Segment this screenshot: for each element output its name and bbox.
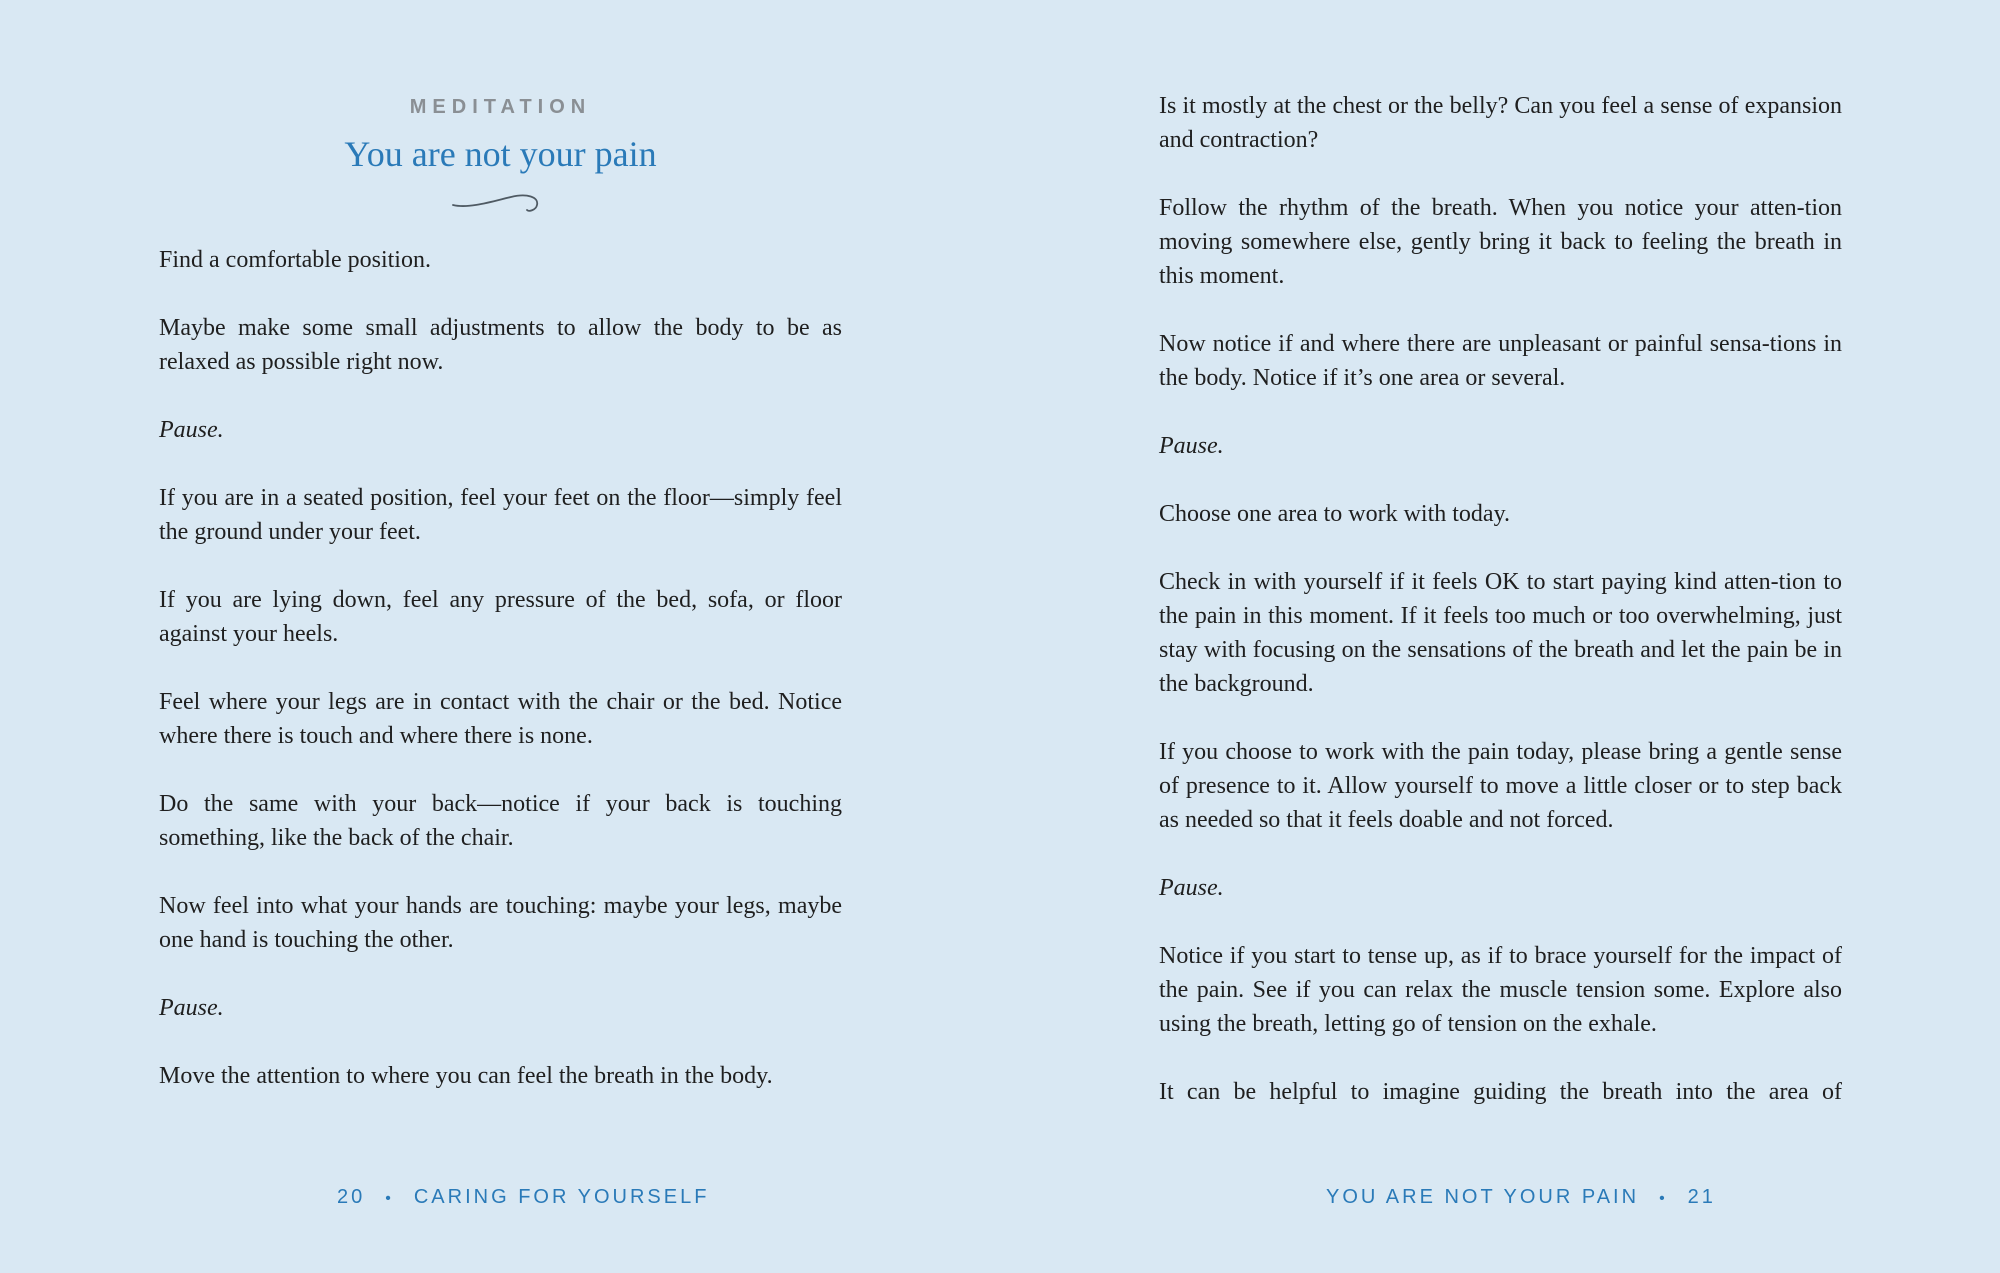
paragraph: If you are in a seated position, feel your feet on the floor—simply feel the ground under your feet. [159, 485, 842, 545]
footer-bullet: • [1659, 1190, 1668, 1207]
paragraph: Is it mostly at the chest or the belly? Can you feel a sense of expansion and contraction? [1159, 93, 1842, 153]
left-page [159, 0, 842, 1273]
paragraph: Feel where your legs are in contact with the chair or the bed. Notice where there is touch and where there is none. [159, 689, 842, 749]
paragraph: If you are lying down, feel any pressure of the bed, sofa, or floor against your heels. [159, 587, 842, 647]
pause-paragraph: Pause. [1159, 433, 1224, 459]
paragraph: Notice if you start to tense up, as if to brace yourself for the impact of the pain. See if you can relax the muscle tension some. Explore also using the breath, letting go of tension on the exhale. [1159, 943, 1842, 1037]
paragraph: Now notice if and where there are unpleasant or painful sensa-tions in the body. Notice if it’s one area or several. [1159, 331, 1842, 391]
paragraph: Move the attention to where you can feel the breath in the body. [159, 1063, 773, 1089]
page-title: You are not your pain [344, 134, 657, 174]
page-number: 20 [337, 1186, 366, 1208]
pause-paragraph: Pause. [159, 995, 224, 1021]
page-number: 21 [1687, 1186, 1716, 1208]
paragraph: Choose one area to work with today. [1159, 501, 1511, 527]
right-running-footer [1326, 1186, 1716, 1209]
section-kicker: MEDITATION [409, 96, 592, 118]
right-body [1159, 89, 1842, 1143]
running-section-title: YOU ARE NOT YOUR PAIN [1326, 1186, 1640, 1208]
paragraph: Maybe make some small adjustments to allow the body to be as relaxed as possible right now. [159, 315, 842, 375]
pause-paragraph: Pause. [159, 417, 224, 443]
paragraph: Do the same with your back—notice if your back is touching something, like the back of the chair. [159, 791, 842, 851]
paragraph: Find a comfortable position. [159, 247, 431, 273]
running-section-title: CARING FOR YOURSELF [413, 1186, 710, 1208]
paragraph: If you choose to work with the pain today, please bring a gentle sense of presence to it. Allow yourself to move a little closer or to step back as needed so that it feels doable and not forced. [1159, 739, 1842, 833]
footer-bullet: • [385, 1190, 394, 1207]
decorative-swash-icon [449, 191, 549, 221]
continued-paragraph: It can be helpful to imagine guiding the breath into the area of [1159, 1079, 1842, 1105]
left-body [159, 243, 842, 1127]
right-page [1159, 0, 1842, 1273]
paragraph: Follow the rhythm of the breath. When you notice your atten-tion moving somewhere else, gently bring it back to feeling the breath in this moment. [1159, 195, 1842, 289]
paragraph: Now feel into what your hands are touching: maybe your legs, maybe one hand is touching the other. [159, 893, 842, 953]
pause-paragraph: Pause. [1159, 875, 1224, 901]
left-running-footer [337, 1186, 709, 1209]
paragraph: Check in with yourself if it feels OK to start paying kind atten-tion to the pain in this moment. If it feels too much or too overwhelming, just stay with focusing on the sensations of the breath and let the pain be in the background. [1159, 569, 1842, 697]
